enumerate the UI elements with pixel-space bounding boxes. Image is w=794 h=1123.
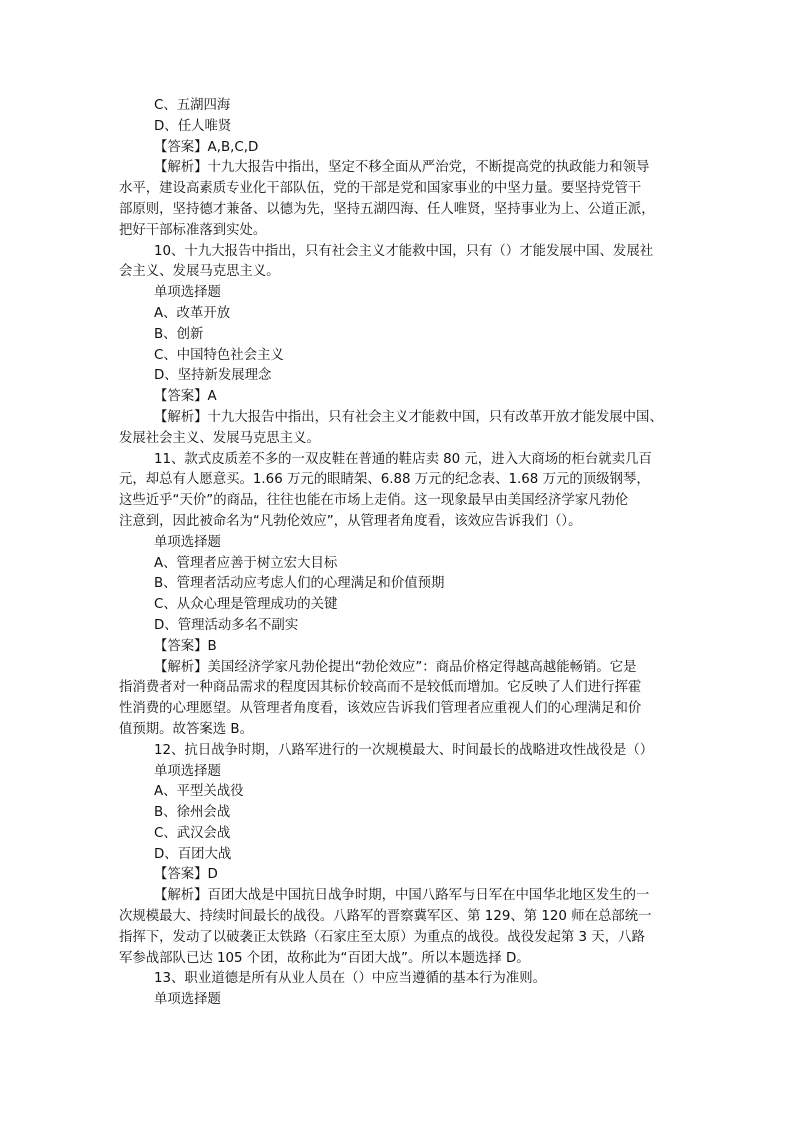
text-line: 单项选择题: [154, 992, 221, 1008]
text-line: 【解析】百团大战是中国抗日战争时期，中国八路军与日军在中国华北地区发生的一: [154, 888, 650, 904]
text-line: C、从众心理是管理成功的关键: [154, 597, 338, 613]
text-line: 【答案】B: [154, 638, 217, 654]
text-line: 值预期。故答案选 B。: [119, 721, 253, 737]
text-line: C、五湖四海: [154, 98, 231, 113]
text-line: D、管理活动多名不副实: [154, 617, 299, 633]
text-line: 指挥下，发动了以破袭正太铁路（石家庄至太原）为重点的战役。战役发起第 3 天，八路: [119, 929, 645, 945]
text-line: 次规模最大、持续时间最长的战役。八路军的晋察冀军区、第 129、第 120 师在总部统一: [119, 909, 652, 925]
text-line: 单项选择题: [154, 285, 221, 301]
text-line: 军参战部队已达 105 个团，故称此为“百团大战”。所以本题选择 D。: [119, 950, 530, 966]
text-line: D、百团大战: [154, 846, 232, 862]
text-line: 把好干部标准落到实处。: [119, 222, 267, 238]
text-line: 【答案】D: [154, 867, 218, 883]
text-line: C、中国特色社会主义: [154, 347, 284, 363]
text-line: 单项选择题: [154, 534, 221, 550]
text-line: 【答案】A,B,C,D: [154, 139, 259, 155]
text-line: A、改革开放: [154, 305, 231, 321]
text-line: 10、十九大报告中指出，只有社会主义才能救中国，只有（）才能发展中国、发展社: [154, 243, 654, 259]
text-line: B、徐州会战: [154, 805, 231, 821]
text-line: 会主义、发展马克思主义。: [119, 264, 280, 280]
text-line: 单项选择题: [154, 763, 221, 779]
text-line: 【解析】十九大报告中指出，只有社会主义才能救中国，只有改革开放才能发展中国、: [154, 409, 663, 425]
text-line: 水平，建设高素质专业化干部队伍，党的干部是党和国家事业的中坚力量。要坚持党管干: [119, 181, 642, 197]
text-line: 13、职业道德是所有从业人员在（）中应当遵循的基本行为准则。: [154, 971, 546, 987]
text-line: 11、款式皮质差不多的一双皮鞋在普通的鞋店卖 80 元，进入大商场的柜台就卖几百: [154, 451, 652, 467]
text-line: D、任人唯贤: [154, 118, 232, 134]
text-line: D、坚持新发展理念: [154, 368, 272, 384]
text-line: 部原则，坚持德才兼备、以德为先，坚持五湖四海、任人唯贤，坚持事业为上、公道正派，: [119, 201, 655, 217]
text-line: 性消费的心理愿望。从管理者角度看，该效应告诉我们管理者应重视人们的心理满足和价: [119, 701, 642, 717]
document-body: [119, 96, 671, 1011]
text-line: B、管理者活动应考虑人们的心理满足和价值预期: [154, 576, 445, 592]
text-line: 【解析】十九大报告中指出，坚定不移全面从严治党，不断提高党的执政能力和领导: [154, 160, 650, 176]
text-line: B、创新: [154, 326, 204, 342]
text-line: C、武汉会战: [154, 825, 231, 841]
text-line: 指消费者对一种商品需求的程度因其标价较高而不是较低而增加。它反映了人们进行挥霍: [119, 680, 642, 696]
text-line: 【解析】美国经济学家凡勃伦提出“勃伦效应”：商品价格定得越高越能畅销。它是: [154, 659, 637, 675]
text-line: A、管理者应善于树立宏大目标: [154, 555, 338, 571]
text-line: A、平型关战役: [154, 784, 244, 800]
text-line: 元，却总有人愿意买。1.66 万元的眼睛架、6.88 万元的纪念表、1.68 万元的顶级钢琴，: [119, 472, 650, 488]
text-line: 这些近乎“天价”的商品，往往也能在市场上走俏。这一现象最早由美国经济学家凡勃伦: [119, 493, 629, 509]
text-line: 12、抗日战争时期，八路军进行的一次规模最大、时间最长的战略进攻性战役是（）: [154, 742, 654, 758]
text-line: 发展社会主义、发展马克思主义。: [119, 430, 320, 446]
text-line: 【答案】A: [154, 389, 217, 405]
text-line: 注意到，因此被命名为“凡勃伦效应”，从管理者角度看，该效应告诉我们（）。: [119, 513, 582, 529]
